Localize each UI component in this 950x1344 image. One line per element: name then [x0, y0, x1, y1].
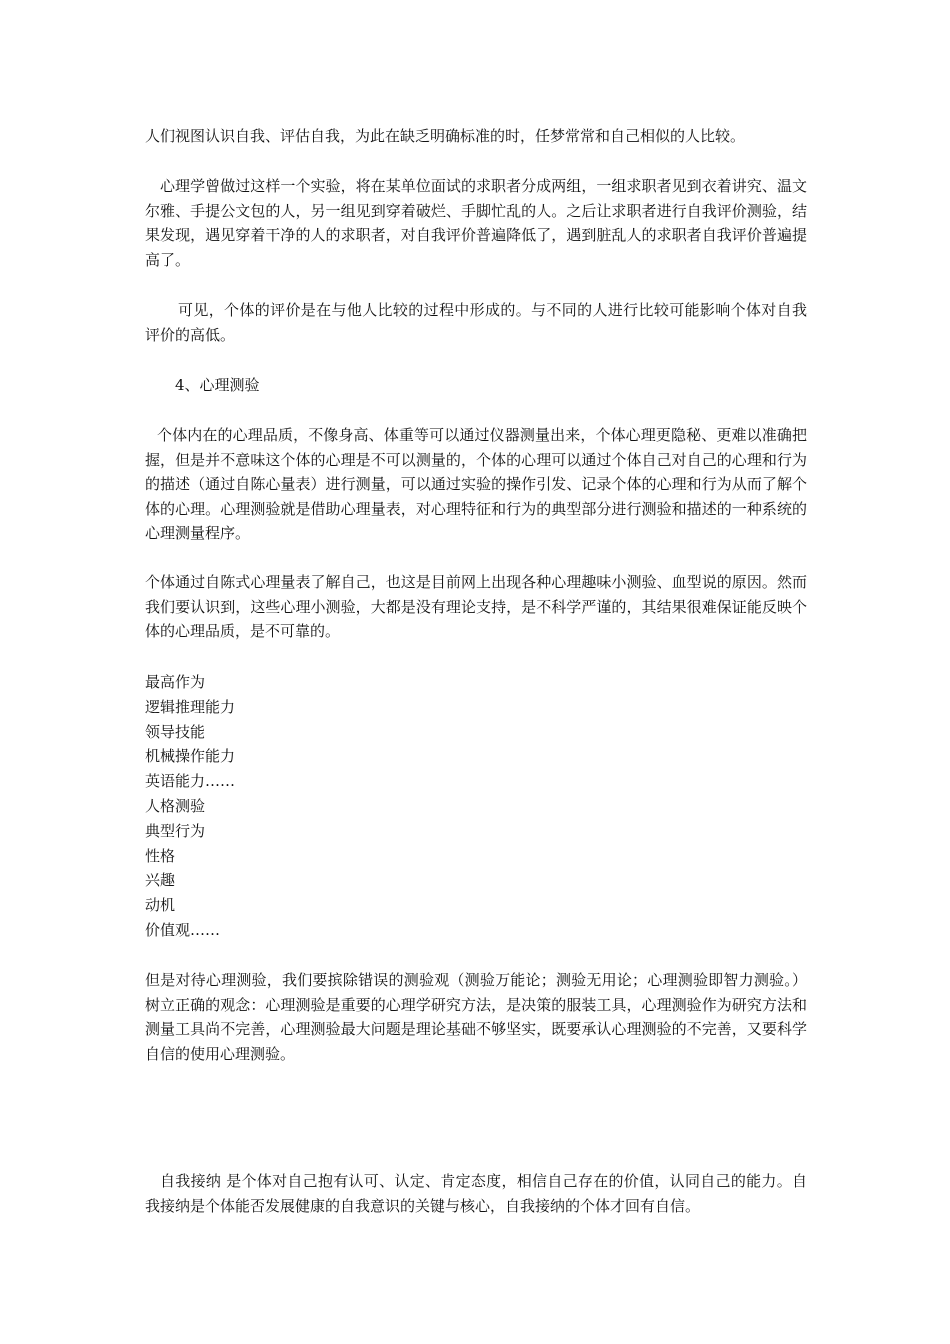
paragraph-test-attitude: 但是对待心理测验，我们要摈除错误的测验观（测验万能论；测验无用论；心理测验即智力测验。）树立正确的观念：心理测验是重要的心理学研究方法，是决策的服装工具，心理测验作为研究方法和测量工具尚不完善，心理测验最大问题是理论基础不够坚实，既要承认心理测验的不完善，又要科学自信的使用心理测验。: [145, 971, 807, 1063]
paragraph-self-report: 个体通过自陈式心理量表了解自己，也这是目前网上出现各种心理趣味小测验、血型说的原因。然而我们要认识到，这些心理小测验，大都是没有理论支持，是不科学严谨的，其结果很难保证能反映个体的心理品质，是不可靠的。: [145, 573, 807, 640]
list-item: 最高作为: [145, 673, 206, 691]
section-heading-psych-test: 4、心理测验: [175, 376, 260, 394]
list-item: 典型行为: [145, 821, 206, 840]
list-item: 机械操作能力: [145, 747, 236, 766]
list-item: 兴趣: [145, 871, 176, 890]
list-item: 动机: [145, 896, 176, 915]
list-item: 英语能力……: [145, 772, 236, 791]
test-content-list: [145, 670, 545, 943]
list-item: 性格: [145, 846, 176, 865]
paragraph-conclusion: 可见，个体的评价是在与他人比较的过程中形成的。与不同的人进行比较可能影响个体对自我评价的高低。: [145, 301, 807, 344]
paragraph-psych-test-definition: 个体内在的心理品质，不像身高、体重等可以通过仪器测量出来，个体心理更隐秘、更难以准确把握，但是并不意味这个体的心理是不可以测量的，个体的心理可以通过个体自己对自己的心理和行为的描述（通过自陈心量表）进行测量，可以通过实验的操作引发、记录个体的心理和行为从而了解个体的心理。心理测验就是借助心理量表，对心理特征和行为的典型部分进行测验和描述的一种系统的心理测量程序。: [145, 426, 807, 542]
list-item: 逻辑推理能力: [145, 697, 236, 716]
list-item: 领导技能: [145, 722, 206, 741]
list-item: 人格测验: [145, 796, 206, 815]
paragraph-experiment: 心理学曾做过这样一个实验，将在某单位面试的求职者分成两组，一组求职者见到衣着讲究、温文尔雅、手提公文包的人，另一组见到穿着破烂、手脚忙乱的人。之后让求职者进行自我评价测验，结果发现，遇见穿着干净的人的求职者，对自我评价普遍降低了，遇到脏乱人的求职者自我评价普遍提高了。: [145, 177, 807, 269]
paragraph-self-acceptance: 自我接纳 是个体对自己抱有认可、认定、肯定态度，相信自己存在的价值，认同自己的能力。自我接纳是个体能否发展健康的自我意识的关键与核心，自我接纳的个体才回有自信。: [145, 1172, 807, 1215]
list-item: 价值观……: [145, 920, 221, 939]
paragraph-self-comparison: 人们视图认识自我、评估自我，为此在缺乏明确标准的时，任梦常常和自己相似的人比较。: [145, 127, 746, 145]
